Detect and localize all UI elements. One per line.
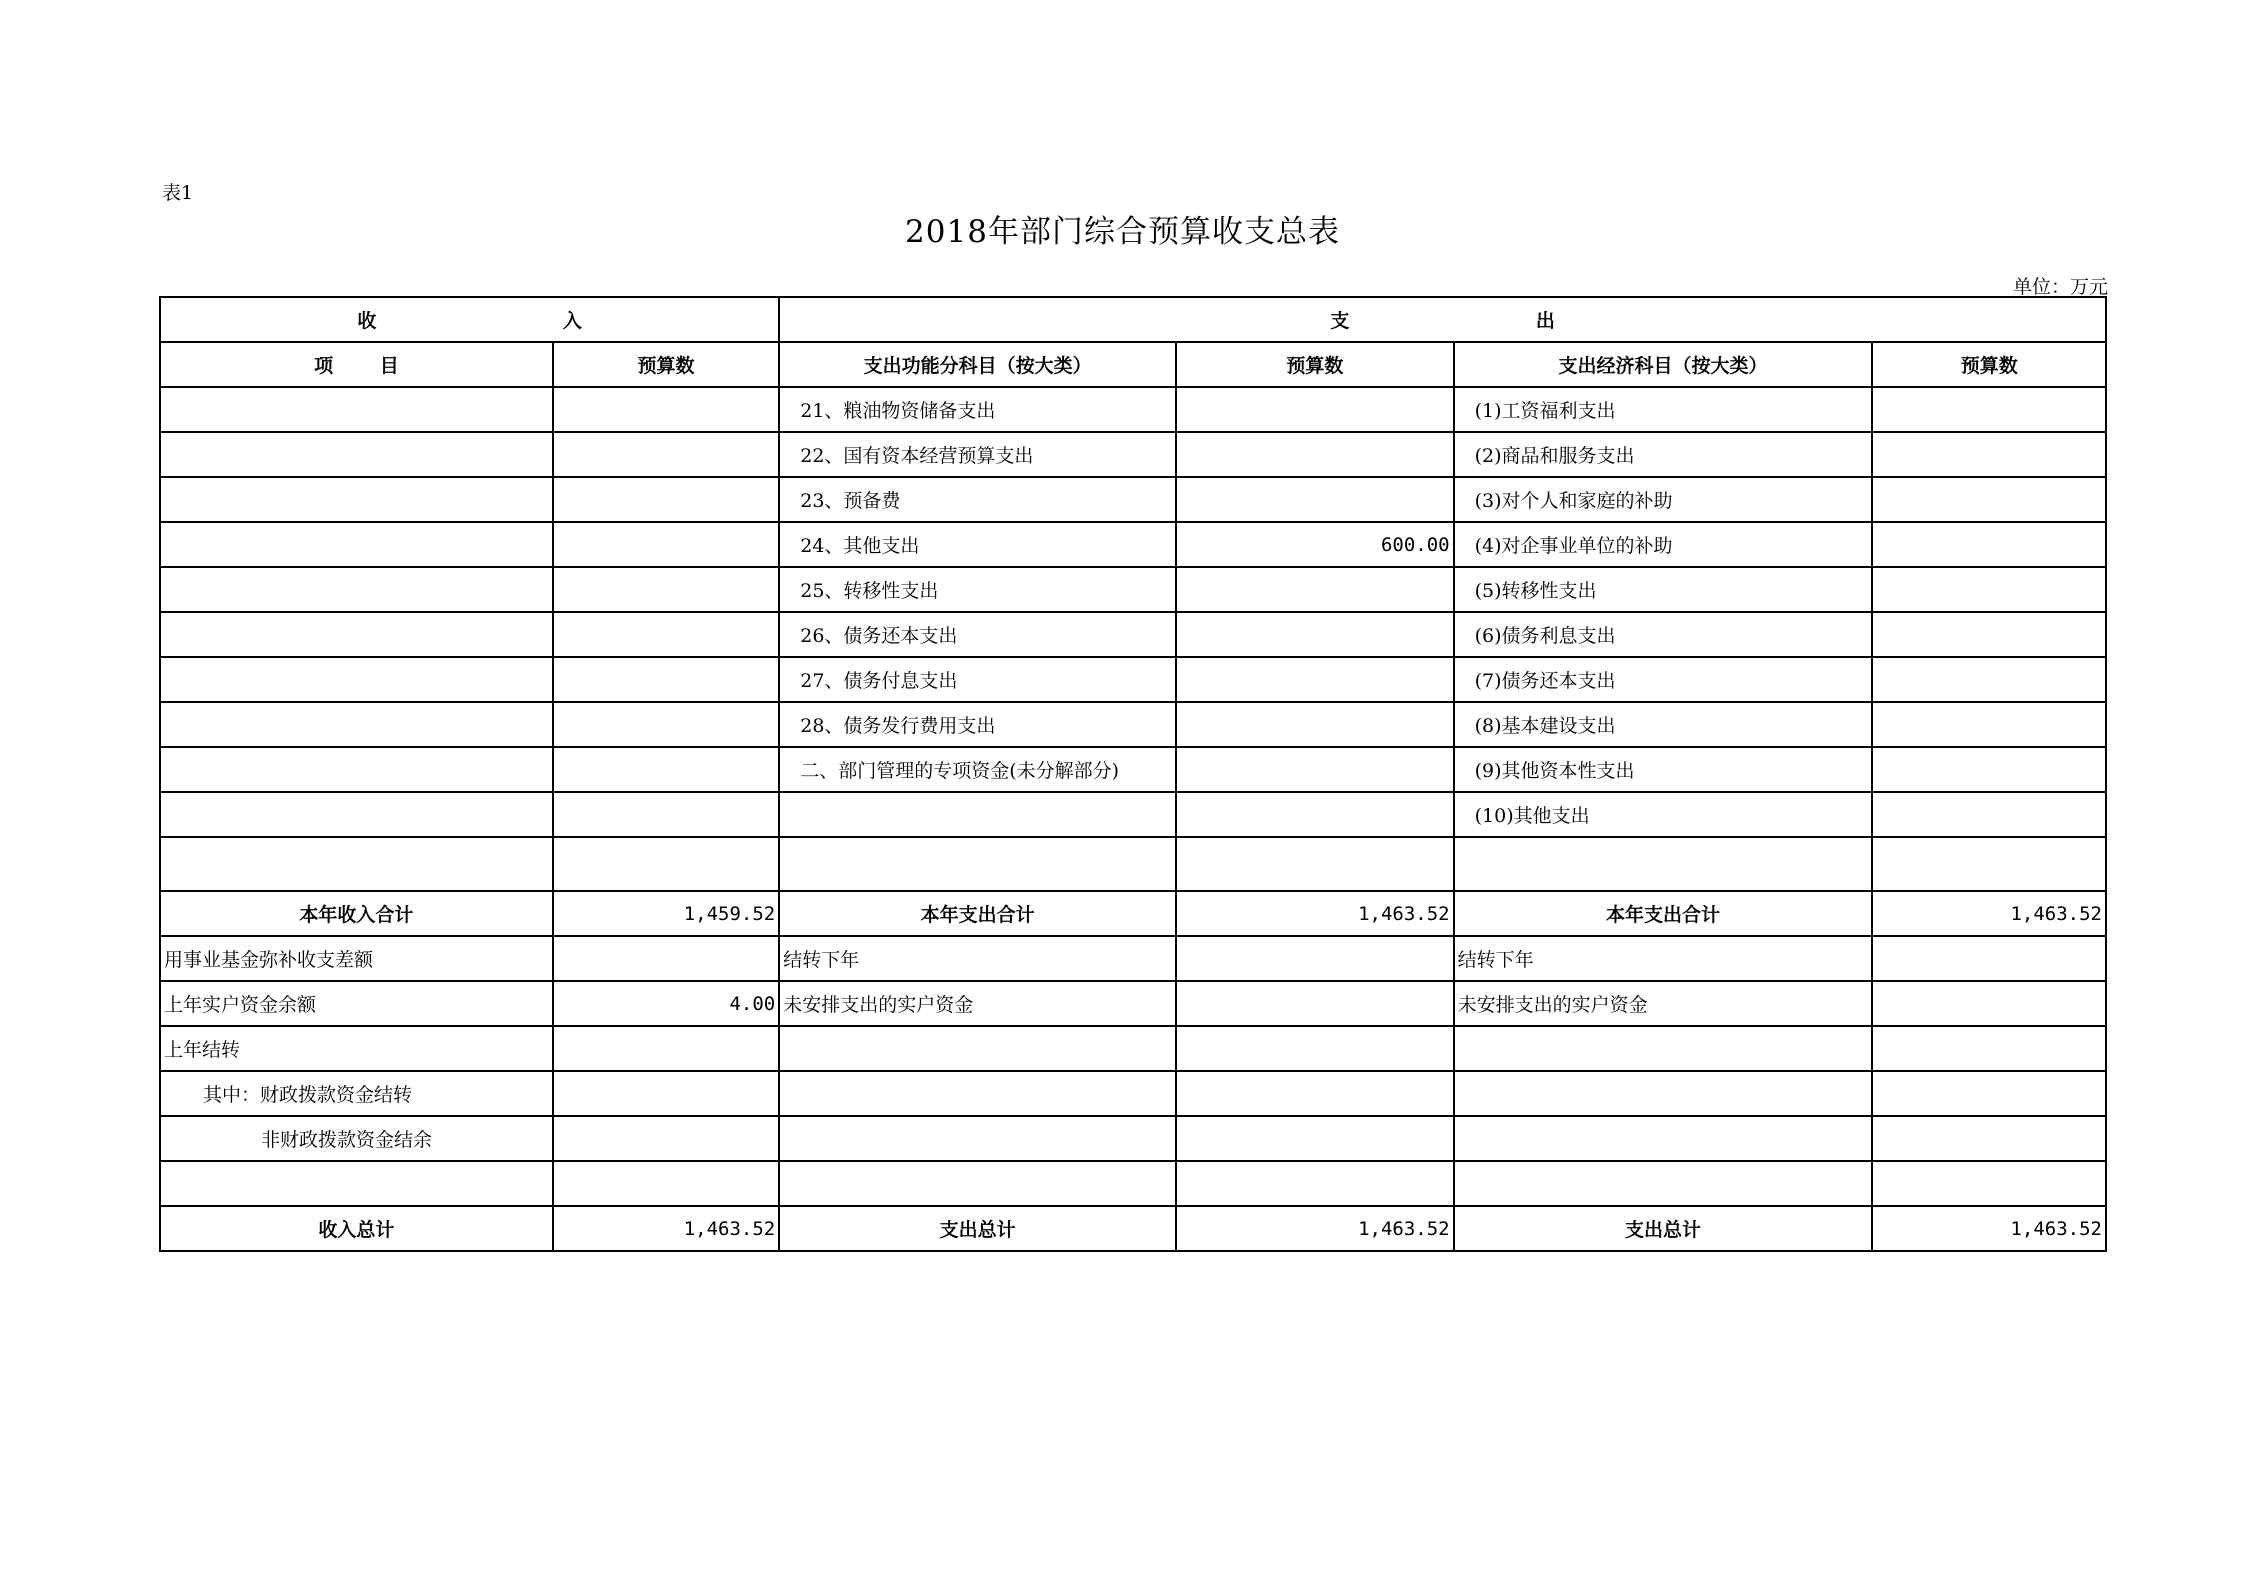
table-row (160, 612, 2106, 657)
table-row (160, 657, 2106, 702)
empty-cell (553, 837, 779, 891)
func-class-cell: 结转下年 (779, 936, 1176, 981)
func-amount-cell (1176, 702, 1454, 747)
econ-class-cell: 未安排支出的实户资金 (1454, 981, 1873, 1026)
income-item-cell: 上年实户资金余额 (160, 981, 553, 1026)
econ-amount-cell (1872, 1116, 2106, 1161)
econ-amount-cell (1872, 657, 2106, 702)
table-row (160, 936, 2106, 981)
func-amount-cell (1176, 432, 1454, 477)
econ-amount-cell (1872, 747, 2106, 792)
table-row (160, 567, 2106, 612)
econ-budget-column-header: 预算数 (1872, 342, 2106, 387)
econ-amount-cell (1872, 477, 2106, 522)
income-amount-cell (553, 477, 779, 522)
func-amount-cell (1176, 1071, 1454, 1116)
income-item-cell (160, 567, 553, 612)
group-header-row (160, 297, 2106, 342)
grand-func-total-amount: 1,463.52 (1176, 1206, 1454, 1251)
econ-class-cell (1454, 1026, 1873, 1071)
grand-econ-total-amount: 1,463.52 (1872, 1206, 2106, 1251)
income-item-cell (160, 522, 553, 567)
econ-amount-cell (1872, 522, 2106, 567)
income-item-cell: 非财政拨款资金结余 (160, 1116, 553, 1161)
income-item-cell (160, 387, 553, 432)
func-budget-column-header: 预算数 (1176, 342, 1454, 387)
year-total-row (160, 891, 2106, 936)
table-row (160, 1071, 2106, 1116)
income-budget-column-header: 预算数 (553, 342, 779, 387)
income-amount-cell (553, 612, 779, 657)
empty-cell (1454, 1161, 1873, 1206)
grand-econ-total-label: 支出总计 (1454, 1206, 1873, 1251)
func-class-cell (779, 1071, 1176, 1116)
econ-amount-cell (1872, 567, 2106, 612)
year-income-total-amount: 1,459.52 (553, 891, 779, 936)
func-amount-cell (1176, 1116, 1454, 1161)
econ-class-cell (1454, 1116, 1873, 1161)
econ-amount-cell (1872, 981, 2106, 1026)
econ-amount-cell (1872, 1071, 2106, 1116)
income-amount-cell (553, 657, 779, 702)
econ-amount-cell (1872, 387, 2106, 432)
econ-class-cell: (2)商品和服务支出 (1454, 432, 1873, 477)
econ-class-cell: (9)其他资本性支出 (1454, 747, 1873, 792)
table-row (160, 702, 2106, 747)
func-class-cell: 27、债务付息支出 (779, 657, 1176, 702)
empty-cell (779, 837, 1176, 891)
func-amount-cell (1176, 747, 1454, 792)
func-amount-cell (1176, 657, 1454, 702)
table-row (160, 477, 2106, 522)
empty-cell (553, 1161, 779, 1206)
econ-class-cell: (6)债务利息支出 (1454, 612, 1873, 657)
unit-label: 单位：万元 (2012, 276, 2108, 298)
income-amount-cell (553, 1026, 779, 1071)
grand-func-total-label: 支出总计 (779, 1206, 1176, 1251)
econ-class-cell (1454, 1071, 1873, 1116)
func-class-cell: 23、预备费 (779, 477, 1176, 522)
econ-class-cell: 结转下年 (1454, 936, 1873, 981)
func-class-cell (779, 1116, 1176, 1161)
func-amount-cell (1176, 1026, 1454, 1071)
table-row (160, 792, 2106, 837)
blank-row (160, 1161, 2106, 1206)
econ-amount-cell (1872, 432, 2106, 477)
year-func-total-amount: 1,463.52 (1176, 891, 1454, 936)
empty-cell (779, 1161, 1176, 1206)
income-amount-cell (553, 567, 779, 612)
func-amount-cell (1176, 477, 1454, 522)
econ-class-cell: (10)其他支出 (1454, 792, 1873, 837)
table-row (160, 1026, 2106, 1071)
income-item-cell (160, 747, 553, 792)
income-item-cell: 上年结转 (160, 1026, 553, 1071)
document-title: 2018年部门综合预算收支总表 (905, 214, 1340, 250)
table-row (160, 432, 2106, 477)
econ-amount-cell (1872, 612, 2106, 657)
econ-class-cell: (1)工资福利支出 (1454, 387, 1873, 432)
func-class-cell: 22、国有资本经营预算支出 (779, 432, 1176, 477)
income-amount-cell (553, 792, 779, 837)
func-class-cell (779, 792, 1176, 837)
func-class-cell: 未安排支出的实户资金 (779, 981, 1176, 1026)
income-item-cell: 用事业基金弥补收支差额 (160, 936, 553, 981)
table-number: 表1 (162, 182, 194, 204)
income-amount-cell (553, 432, 779, 477)
table-row (160, 522, 2106, 567)
income-amount-cell (553, 387, 779, 432)
econ-class-cell: (5)转移性支出 (1454, 567, 1873, 612)
year-income-total-label: 本年收入合计 (160, 891, 553, 936)
table-row (160, 1116, 2106, 1161)
empty-cell (1872, 1161, 2106, 1206)
year-func-total-label: 本年支出合计 (779, 891, 1176, 936)
func-amount-cell (1176, 936, 1454, 981)
func-class-column-header: 支出功能分科目（按大类） (779, 342, 1176, 387)
grand-income-total-label: 收入总计 (160, 1206, 553, 1251)
econ-amount-cell (1872, 1026, 2106, 1071)
income-item-cell (160, 702, 553, 747)
expense-group-header: 支 出 (779, 297, 2106, 342)
table-row (160, 387, 2106, 432)
budget-summary-table (159, 296, 2107, 1252)
grand-income-total-amount: 1,463.52 (553, 1206, 779, 1251)
column-header-row (160, 342, 2106, 387)
empty-cell (160, 837, 553, 891)
func-class-cell: 25、转移性支出 (779, 567, 1176, 612)
empty-cell (160, 1161, 553, 1206)
econ-class-column-header: 支出经济科目（按大类） (1454, 342, 1873, 387)
func-class-cell: 28、债务发行费用支出 (779, 702, 1176, 747)
func-amount-cell: 600.00 (1176, 522, 1454, 567)
income-item-cell (160, 477, 553, 522)
income-amount-cell (553, 702, 779, 747)
income-item-cell (160, 432, 553, 477)
econ-amount-cell (1872, 936, 2106, 981)
grand-total-row (160, 1206, 2106, 1251)
spacer-row (160, 837, 2106, 891)
item-column-header: 项 目 (160, 342, 553, 387)
income-item-cell (160, 612, 553, 657)
empty-cell (1176, 1161, 1454, 1206)
func-amount-cell (1176, 387, 1454, 432)
func-class-cell: 24、其他支出 (779, 522, 1176, 567)
income-group-header: 收 入 (160, 297, 779, 342)
econ-amount-cell (1872, 792, 2106, 837)
income-item-cell: 其中：财政拨款资金结转 (160, 1071, 553, 1116)
func-amount-cell (1176, 792, 1454, 837)
year-econ-total-amount: 1,463.52 (1872, 891, 2106, 936)
income-amount-cell (553, 1116, 779, 1161)
func-class-cell (779, 1026, 1176, 1071)
empty-cell (1454, 837, 1873, 891)
empty-cell (1872, 837, 2106, 891)
econ-class-cell: (8)基本建设支出 (1454, 702, 1873, 747)
income-amount-cell (553, 1071, 779, 1116)
year-econ-total-label: 本年支出合计 (1454, 891, 1873, 936)
econ-class-cell: (3)对个人和家庭的补助 (1454, 477, 1873, 522)
income-item-cell (160, 657, 553, 702)
func-class-cell: 二、部门管理的专项资金(未分解部分) (779, 747, 1176, 792)
func-amount-cell (1176, 567, 1454, 612)
income-amount-cell: 4.00 (553, 981, 779, 1026)
income-amount-cell (553, 936, 779, 981)
income-amount-cell (553, 522, 779, 567)
income-item-cell (160, 792, 553, 837)
table-row (160, 747, 2106, 792)
func-amount-cell (1176, 981, 1454, 1026)
empty-cell (1176, 837, 1454, 891)
func-amount-cell (1176, 612, 1454, 657)
func-class-cell: 21、粮油物资储备支出 (779, 387, 1176, 432)
econ-class-cell: (4)对企事业单位的补助 (1454, 522, 1873, 567)
econ-class-cell: (7)债务还本支出 (1454, 657, 1873, 702)
econ-amount-cell (1872, 702, 2106, 747)
table-row (160, 981, 2106, 1026)
income-amount-cell (553, 747, 779, 792)
func-class-cell: 26、债务还本支出 (779, 612, 1176, 657)
